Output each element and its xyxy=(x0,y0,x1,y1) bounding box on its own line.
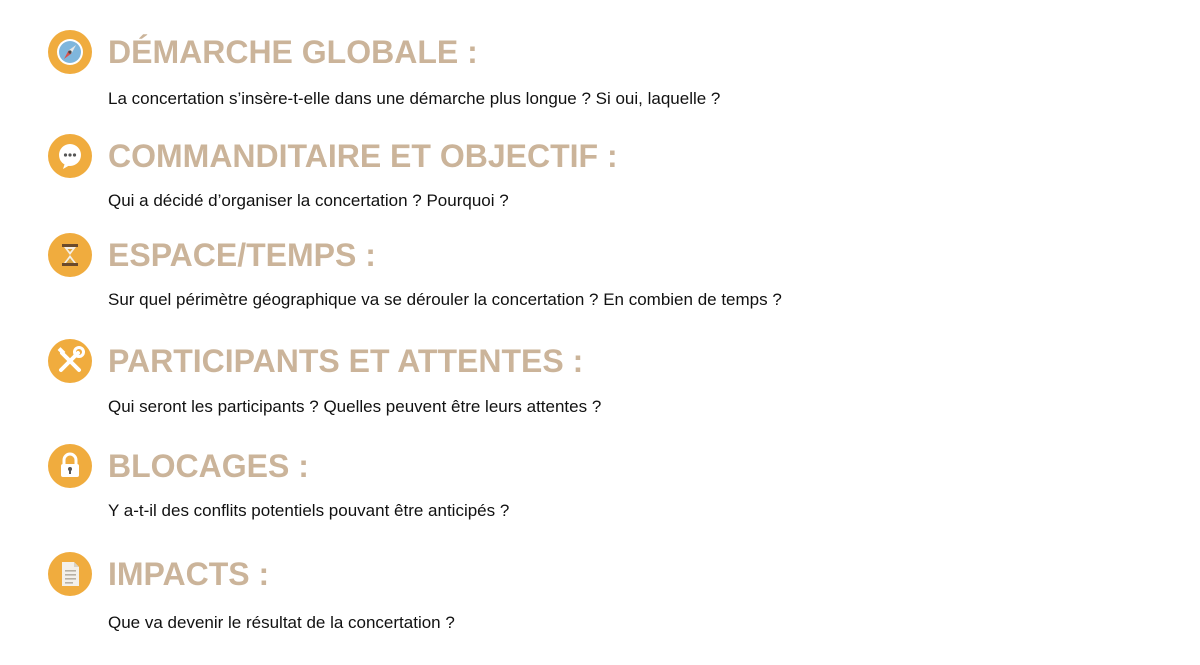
hourglass-icon xyxy=(48,233,92,277)
document-icon xyxy=(48,552,92,596)
padlock-icon xyxy=(48,444,92,488)
section-title: ESPACE/TEMPS : xyxy=(108,237,376,273)
tools-icon xyxy=(48,339,92,383)
section-question: Y a-t-il des conflits potentiels pouvant être anticipés ? xyxy=(108,501,510,520)
section-espace-temps xyxy=(48,233,1148,311)
section-participants-attentes xyxy=(48,339,1148,418)
section-title: IMPACTS : xyxy=(108,556,270,592)
section-demarche-globale xyxy=(48,30,1148,110)
section-question: Sur quel périmètre géographique va se dérouler la concertation ? En combien de temps ? xyxy=(108,290,782,309)
section-title: DÉMARCHE GLOBALE : xyxy=(108,34,478,70)
section-question: La concertation s’insère-t-elle dans une démarche plus longue ? Si oui, laquelle ? xyxy=(108,89,721,108)
section-question: Qui seront les participants ? Quelles peuvent être leurs attentes ? xyxy=(108,397,602,416)
section-title: COMMANDITAIRE ET OBJECTIF : xyxy=(108,138,618,174)
section-impacts xyxy=(48,552,1148,634)
section-blocages xyxy=(48,444,1148,522)
section-title: PARTICIPANTS ET ATTENTES : xyxy=(108,343,584,379)
section-question: Qui a décidé d’organiser la concertation ? Pourquoi ? xyxy=(108,191,509,210)
section-question: Que va devenir le résultat de la concertation ? xyxy=(108,613,455,632)
section-title: BLOCAGES : xyxy=(108,448,309,484)
section-commanditaire-objectif xyxy=(48,134,1148,212)
speech-bubble-icon xyxy=(48,134,92,178)
compass-icon xyxy=(48,30,92,74)
